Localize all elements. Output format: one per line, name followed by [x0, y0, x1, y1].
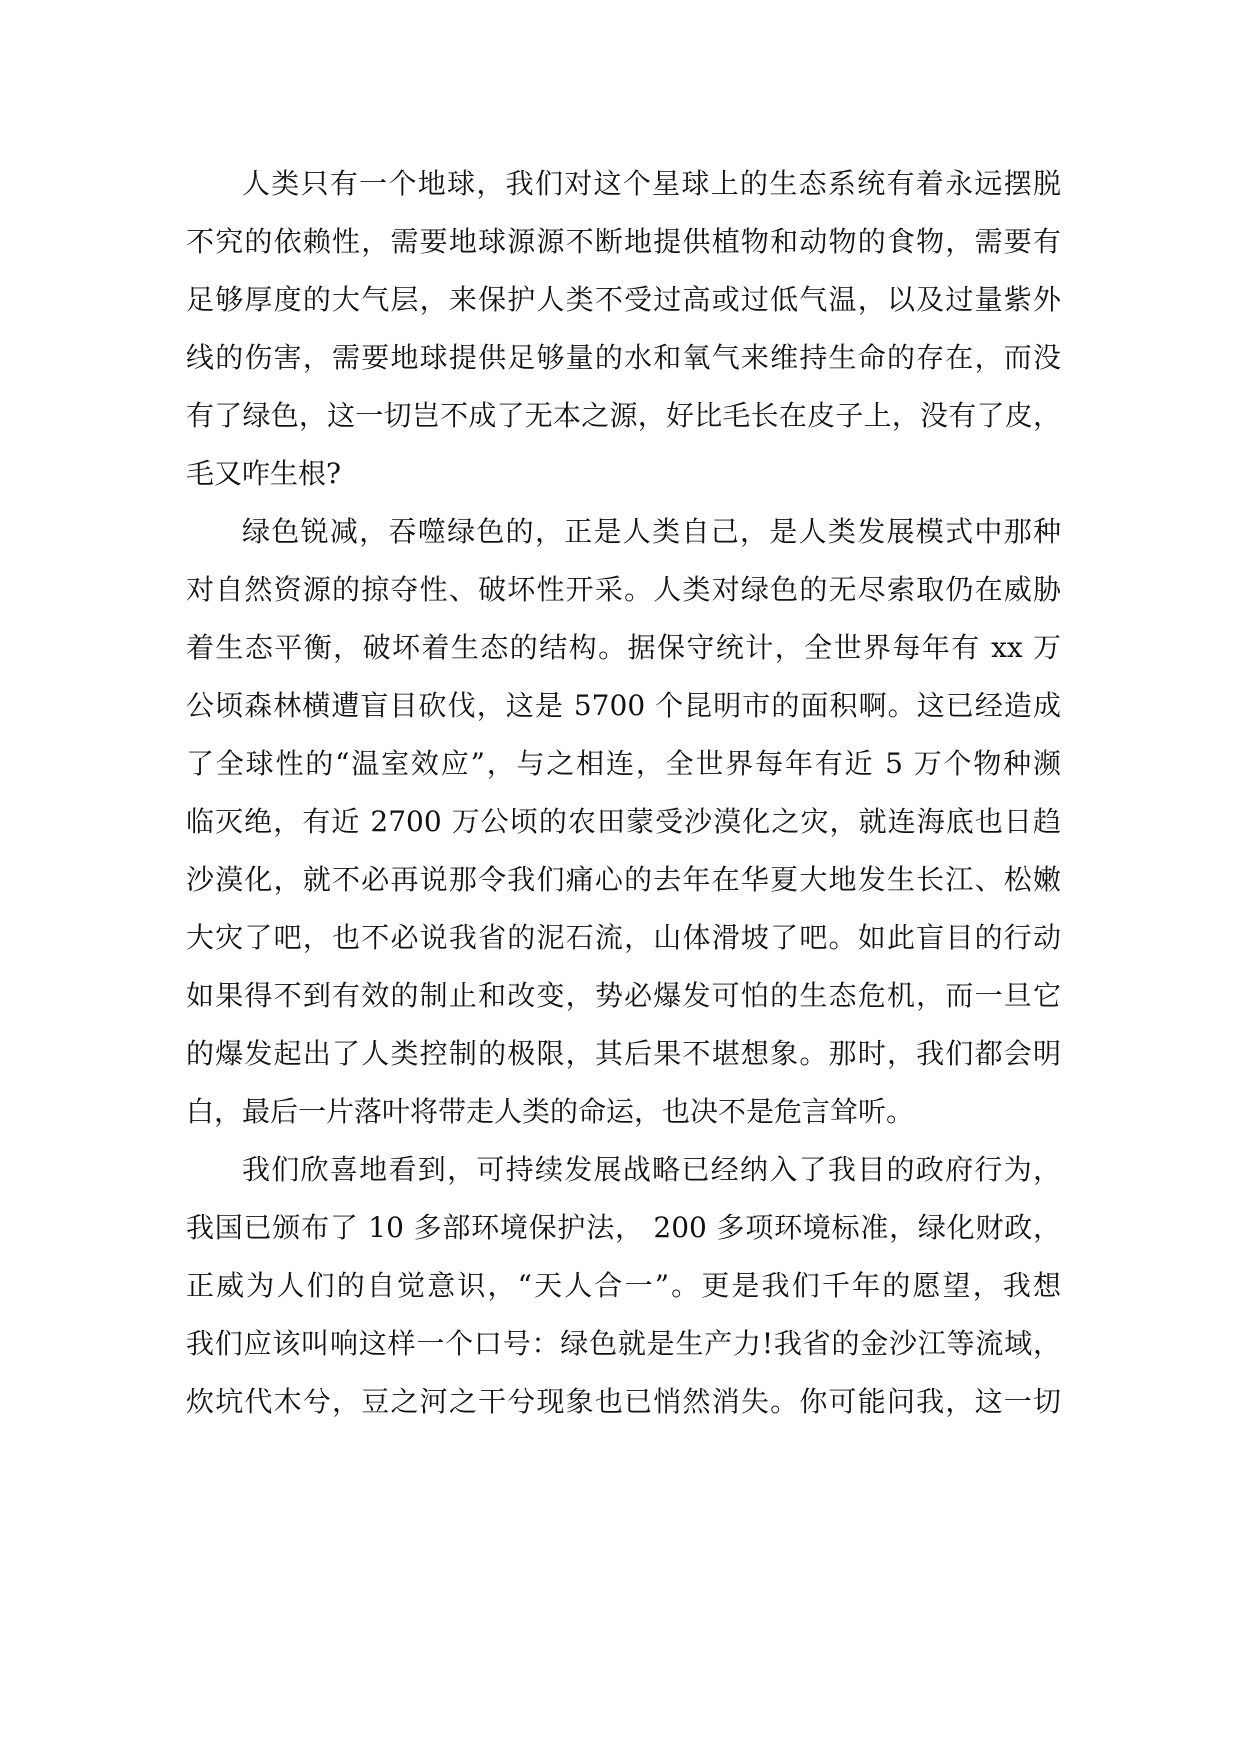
text-line: 对自然资源的掠夺性、破坏性开采。人类对绿色的无尽索取仍在威胁 — [186, 573, 1061, 606]
text-line: 有了绿色，这一切岂不成了无本之源，好比毛长在皮子上，没有了皮， — [186, 399, 1061, 432]
text-line: 炊坑代木兮，豆之河之干兮现象也已悄然消失。你可能问我，这一切 — [186, 1385, 1061, 1418]
paragraph-2 — [186, 503, 1061, 1141]
text-line: 公顷森林横遭盲目砍伐，这是 5700 个昆明市的面积啊。这已经造成 — [186, 689, 1061, 722]
paragraph-3 — [186, 1141, 1061, 1431]
text-line: 的爆发起出了人类控制的极限，其后果不堪想象。那时，我们都会明 — [186, 1037, 1061, 1070]
text-line: 了全球性的“温室效应”，与之相连，全世界每年有近 5 万个物种濒 — [186, 747, 1061, 780]
text-line: 大灾了吧，也不必说我省的泥石流，山体滑坡了吧。如此盲目的行动 — [186, 921, 1061, 954]
text-line: 毛又咋生根? — [186, 457, 342, 490]
text-line: 绿色锐减，吞噬绿色的，正是人类自己，是人类发展模式中那种 — [242, 515, 1061, 548]
text-line: 白，最后一片落叶将带走人类的命运，也决不是危言耸听。 — [186, 1095, 915, 1128]
text-line: 足够厚度的大气层，来保护人类不受过高或过低气温，以及过量紫外 — [186, 283, 1061, 316]
text-line: 如果得不到有效的制止和改变，势必爆发可怕的生态危机，而一旦它 — [186, 979, 1061, 1012]
text-line: 不究的依赖性，需要地球源源不断地提供植物和动物的食物，需要有 — [186, 225, 1061, 258]
document-body — [186, 155, 1061, 1431]
text-line: 线的伤害，需要地球提供足够量的水和氧气来维持生命的存在，而没 — [186, 341, 1061, 374]
text-line: 人类只有一个地球，我们对这个星球上的生态系统有着永远摆脱 — [242, 167, 1061, 200]
text-line: 正威为人们的自觉意识，“天人合一”。更是我们千年的愿望，我想 — [186, 1269, 1061, 1302]
text-line: 临灭绝，有近 2700 万公顷的农田蒙受沙漠化之灾，就连海底也日趋 — [186, 805, 1061, 838]
text-line: 着生态平衡，破坏着生态的结构。据保守统计，全世界每年有 xx 万 — [186, 631, 1061, 664]
paragraph-1 — [186, 155, 1061, 503]
text-line: 我国已颁布了 10 多部环境保护法， 200 多项环境标准，绿化财政， — [186, 1211, 1061, 1244]
text-line: 我们欣喜地看到，可持续发展战略已经纳入了我目的政府行为， — [242, 1153, 1061, 1186]
text-line: 我们应该叫响这样一个口号：绿色就是生产力!我省的金沙江等流域， — [186, 1327, 1061, 1360]
text-line: 沙漠化，就不必再说那令我们痛心的去年在华夏大地发生长江、松嫩 — [186, 863, 1061, 896]
